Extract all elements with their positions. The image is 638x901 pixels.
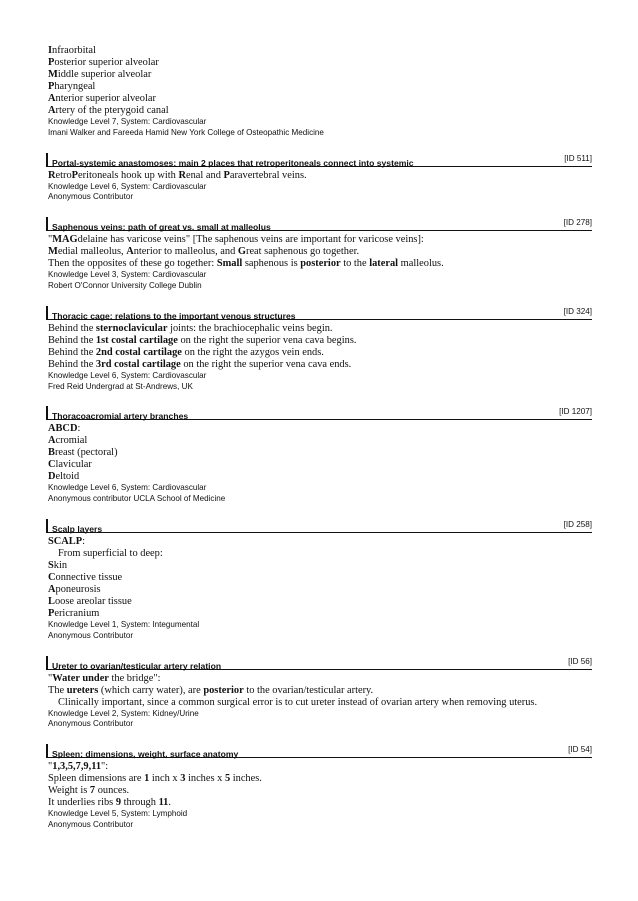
- text-run: The: [48, 684, 67, 696]
- text-run: nterior superior alveolar: [55, 93, 156, 104]
- text-run: ": [48, 761, 53, 773]
- text-run: inch x: [149, 773, 181, 785]
- body-line: [48, 797, 592, 809]
- bold-text: P: [223, 169, 230, 181]
- mnemonic-entry: [48, 153, 592, 204]
- body-line: [48, 93, 592, 105]
- bold-text: P: [48, 81, 55, 92]
- body-line: [48, 673, 592, 685]
- text-run: Behind the: [48, 334, 96, 346]
- contributor: Anonymous Contributor: [48, 192, 134, 202]
- bold-text: 2nd costal cartilage: [95, 346, 182, 358]
- body-line: [48, 685, 592, 697]
- text-run: joints: the brachiocephalic veins begin.: [167, 322, 333, 334]
- text-run: nterior to malleolus, and: [133, 246, 238, 258]
- knowledge-level: Knowledge Level 1, System: Integumental: [48, 619, 200, 629]
- bold-text: C: [48, 571, 56, 583]
- text-run: rtery of the pterygoid canal: [55, 105, 169, 116]
- text-run: Weight is: [48, 785, 90, 797]
- bold-text: R: [178, 169, 186, 181]
- bold-text: G: [237, 246, 246, 258]
- knowledge-level: Knowledge Level 6, System: Cardiovascular: [48, 483, 207, 493]
- bold-text: lateral: [369, 258, 399, 270]
- contributor: Fred Reid Undergrad at St-Andrews, UK: [48, 381, 193, 391]
- bold-text: P: [48, 607, 55, 619]
- text-run: osterior superior alveolar: [54, 57, 159, 68]
- body-line: [48, 584, 592, 596]
- body-line: [48, 536, 592, 548]
- body-line: [48, 69, 592, 81]
- body-line: [48, 697, 592, 709]
- entry-id: [ID 511]: [564, 153, 592, 163]
- bold-text: A: [126, 246, 134, 258]
- body-line: [48, 105, 592, 117]
- body-line: [48, 471, 592, 483]
- contributor: Anonymous contributor UCLA School of Medicine: [48, 494, 226, 504]
- text-run: :: [77, 423, 81, 435]
- body-line: [48, 246, 592, 258]
- text-run: cromial: [55, 435, 88, 447]
- contributor: Anonymous Contributor: [48, 719, 134, 729]
- knowledge-level: Knowledge Level 6, System: Cardiovascular: [48, 181, 207, 191]
- bold-text: 3: [180, 773, 186, 785]
- bold-text: 9: [115, 797, 122, 809]
- text-run: edial malleolus,: [57, 246, 127, 258]
- contributor: Anonymous Contributor: [48, 630, 134, 640]
- bold-text: B: [48, 447, 55, 459]
- text-run: ounces.: [95, 785, 130, 797]
- text-run: eritoneals hook up with: [78, 169, 179, 181]
- bold-text: D: [48, 471, 56, 483]
- text-run: Then the opposites of these go together:: [48, 258, 217, 270]
- entry-header: [46, 744, 592, 758]
- body-line: [48, 81, 592, 93]
- entry-title: Thoracoacromial artery branches: [52, 411, 189, 422]
- entry-header: [46, 406, 592, 420]
- entry-header: [46, 153, 592, 167]
- text-run: eltoid: [55, 471, 80, 483]
- entry-id: [ID 54]: [568, 745, 592, 755]
- body-line: [48, 335, 592, 347]
- knowledge-level: Knowledge Level 2, System: Kidney/Urine: [48, 708, 199, 718]
- bold-text: R: [48, 169, 56, 181]
- text-run: onnective tissue: [55, 571, 123, 583]
- bold-text: 1,3,5,7,9,11: [52, 761, 102, 773]
- text-run: nfraorbital: [52, 45, 96, 56]
- body-line: [48, 572, 592, 584]
- entry-id: [ID 258]: [563, 519, 592, 529]
- entry-title: Scalp layers: [52, 523, 103, 534]
- bold-text: 3rd costal cartilage: [95, 358, 181, 370]
- body-line: [48, 258, 592, 270]
- text-run: aravertebral veins.: [229, 169, 307, 181]
- bold-text: M: [48, 69, 58, 80]
- knowledge-level: Knowledge Level 5, System: Lymphoid: [48, 809, 188, 819]
- knowledge-level: Knowledge Level 6, System: Cardiovascular: [48, 370, 207, 380]
- text-run: ericranium: [54, 607, 100, 619]
- bold-text: 11: [158, 797, 169, 809]
- text-run: through: [121, 797, 159, 809]
- text-run: inches.: [230, 773, 262, 785]
- body-line: [48, 459, 592, 471]
- document-page: [48, 45, 592, 831]
- bold-text: A: [48, 105, 56, 116]
- text-run: haryngeal: [54, 81, 96, 92]
- entry-title: Saphenous veins: path of great vs. small at malleolus: [52, 222, 271, 233]
- body-line: [48, 57, 592, 69]
- bold-text: L: [48, 595, 55, 607]
- text-run: Behind the: [48, 346, 96, 358]
- entry-header: [46, 656, 592, 670]
- mnemonic-body: [48, 45, 592, 139]
- bold-text: sternoclavicular: [95, 322, 168, 334]
- body-line: [48, 323, 592, 335]
- text-run: reast (pectoral): [54, 447, 118, 459]
- body-line: [48, 608, 592, 620]
- knowledge-level: Knowledge Level 7, System: Cardiovascular: [48, 117, 207, 126]
- mnemonic-entry: [48, 406, 592, 505]
- text-run: ": [48, 234, 53, 246]
- entry-title: Thoracic cage: relations to the important venous structures: [52, 310, 296, 321]
- text-run: kin: [53, 559, 68, 571]
- body-line: [48, 347, 592, 359]
- mnemonic-entry: [48, 656, 592, 731]
- text-run: saphenous is: [242, 258, 301, 270]
- text-run: :: [82, 535, 85, 547]
- text-run: etro: [55, 169, 72, 181]
- bold-text: P: [71, 169, 79, 181]
- bold-text: A: [48, 435, 56, 447]
- text-run: Clinically important, since a common surgical error is to cut ureter instead of ovarian artery when removing uterus.: [58, 696, 538, 708]
- text-run: enal and: [185, 169, 224, 181]
- knowledge-level: Knowledge Level 3, System: Cardiovascular: [48, 270, 207, 280]
- mnemonic-entry: [48, 306, 592, 393]
- text-run: Spleen dimensions are: [48, 773, 145, 785]
- bold-text: posterior: [300, 258, 341, 270]
- text-run: on the right the azygos vein ends.: [181, 346, 324, 358]
- text-run: on the right the superior vena cava begins.: [177, 334, 357, 346]
- text-run: .: [168, 797, 171, 809]
- text-run: inches x: [185, 773, 225, 785]
- text-run: (which carry water), are: [98, 684, 204, 696]
- text-run: to the ovarian/testicular artery.: [243, 684, 374, 696]
- text-run: lavicular: [55, 459, 92, 471]
- body-line: [48, 548, 592, 560]
- entry-title: Portal-systemic anastomoses: main 2 places that retroperitoneals connect into systemic: [52, 157, 414, 168]
- text-run: From superficial to deep:: [58, 547, 163, 559]
- bold-text: MAG: [52, 234, 78, 246]
- contributor: Anonymous Contributor: [48, 819, 134, 829]
- entry-id: [ID 278]: [563, 218, 592, 228]
- contributor: Imani Walker and Fareeda Hamid New York College of Osteopathic Medicine: [48, 127, 324, 137]
- body-line: [48, 773, 592, 785]
- text-run: the bridge":: [108, 672, 161, 684]
- entry-header: [46, 217, 592, 231]
- text-run: on the right the superior vena cava ends.: [180, 358, 352, 370]
- body-line: [48, 170, 592, 182]
- text-run: to the: [340, 258, 370, 270]
- bold-text: A: [48, 93, 56, 104]
- bold-text: posterior: [203, 684, 244, 696]
- bold-text: I: [48, 45, 53, 56]
- entry-header: [46, 306, 592, 320]
- text-run: reat saphenous go together.: [245, 246, 360, 258]
- body-line: [48, 45, 592, 57]
- entry-title: Spleen: dimensions, weight, surface anatomy: [52, 749, 239, 760]
- mnemonic-entry: [48, 744, 592, 831]
- bold-text: SCALP: [48, 535, 83, 547]
- entry-title: Ureter to ovarian/testicular artery relation: [52, 660, 222, 671]
- bold-text: ureters: [66, 684, 99, 696]
- contributor: Robert O'Connor University College Dublin: [48, 280, 202, 290]
- text-run: malleolus.: [398, 258, 444, 270]
- bold-text: P: [48, 57, 55, 68]
- text-run: iddle superior alveolar: [57, 69, 152, 80]
- bold-text: 7: [89, 785, 96, 797]
- bold-text: 1: [144, 773, 150, 785]
- body-line: [48, 234, 592, 246]
- body-line: [48, 761, 592, 773]
- bold-text: A: [48, 583, 56, 595]
- mnemonic-entry: [48, 217, 592, 292]
- bold-text: S: [48, 559, 54, 571]
- text-run: poneurosis: [55, 583, 101, 595]
- entry-header: [46, 519, 592, 533]
- text-run: delaine has varicose veins" [The saphenous veins are important for varicose veins]:: [77, 234, 424, 246]
- body-line: [48, 359, 592, 371]
- text-run: ":: [101, 761, 109, 773]
- entry-id: [ID 1207]: [559, 407, 592, 417]
- text-run: Behind the: [48, 358, 96, 370]
- text-run: oose areolar tissue: [54, 595, 132, 607]
- body-line: [48, 447, 592, 459]
- body-line: [48, 423, 592, 435]
- body-line: [48, 560, 592, 572]
- body-line: [48, 596, 592, 608]
- text-run: It underlies ribs: [48, 797, 116, 809]
- entry-id: [ID 324]: [563, 306, 592, 316]
- bold-text: ABCD: [48, 423, 78, 435]
- text-run: Behind the: [48, 322, 96, 334]
- mnemonic-entry: [48, 519, 592, 642]
- text-run: ": [48, 672, 53, 684]
- body-line: [48, 785, 592, 797]
- bold-text: Water under: [52, 672, 109, 684]
- bold-text: M: [48, 246, 58, 258]
- bold-text: Small: [216, 258, 243, 270]
- bold-text: 1st costal cartilage: [95, 334, 178, 346]
- bold-text: 5: [224, 773, 231, 785]
- body-line: [48, 435, 592, 447]
- entry-id: [ID 56]: [568, 656, 592, 666]
- bold-text: C: [48, 459, 56, 471]
